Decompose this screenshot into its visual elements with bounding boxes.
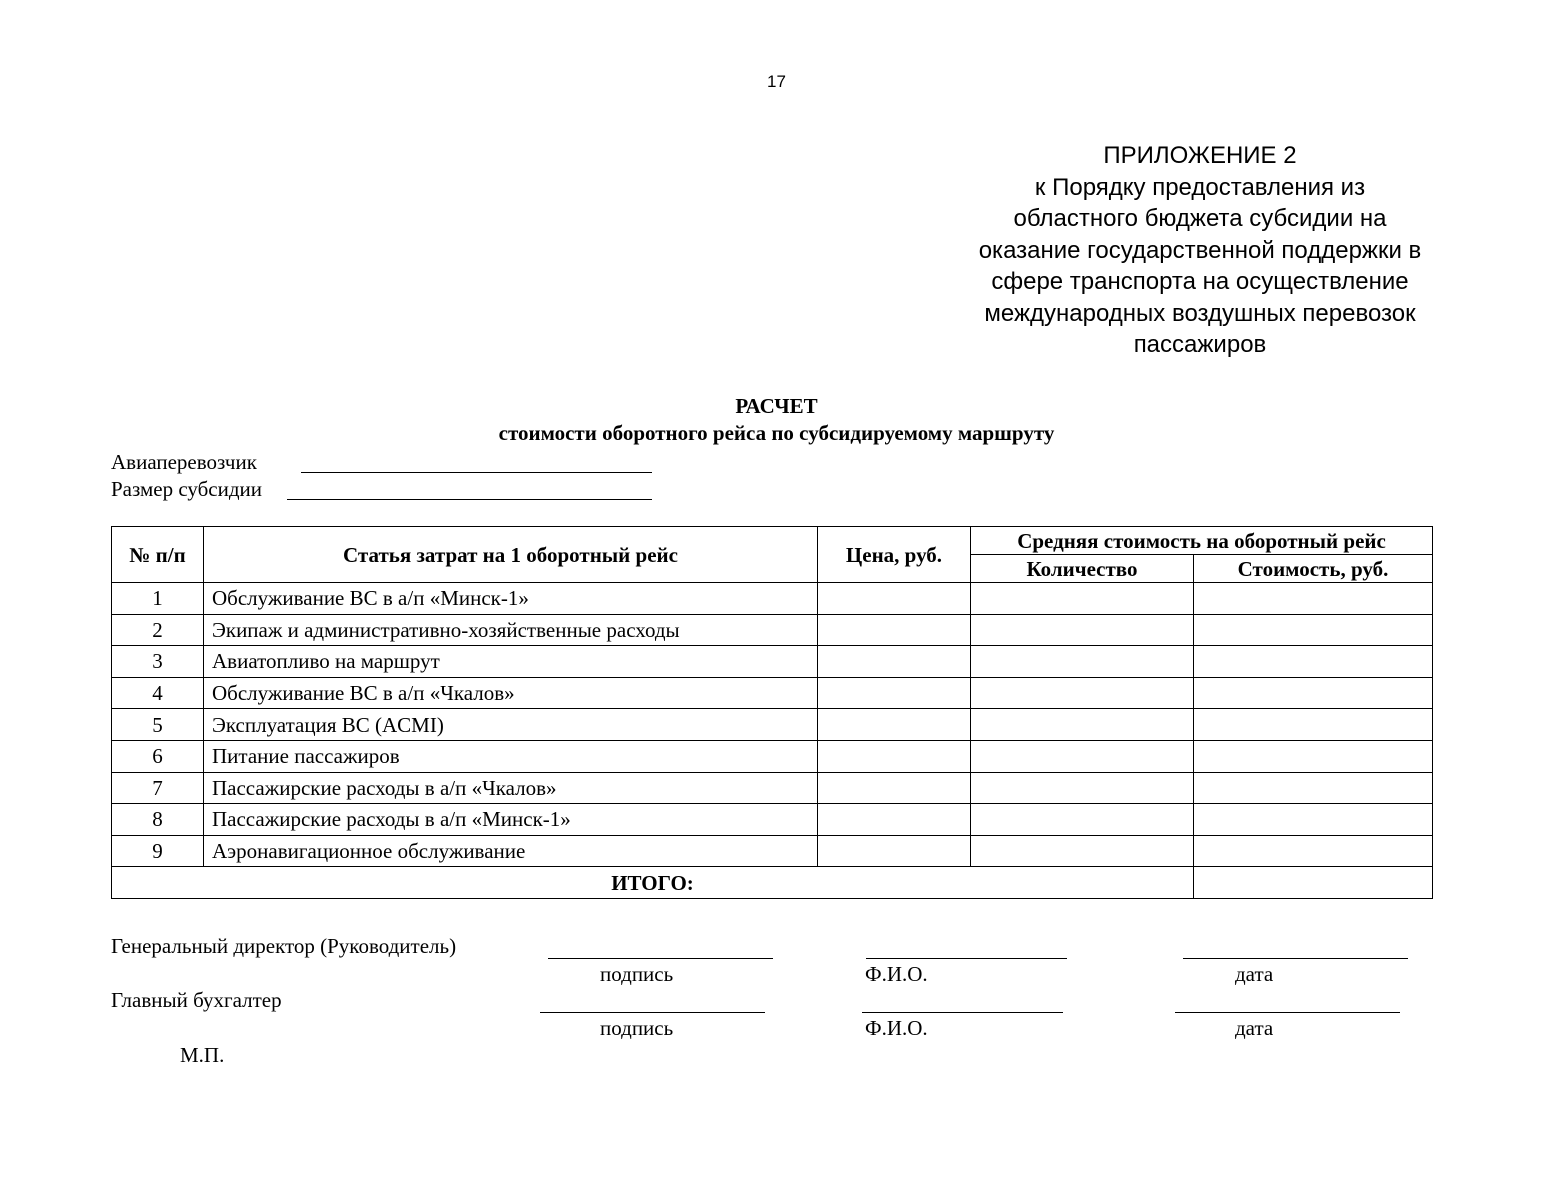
table-row [112, 677, 1433, 709]
appendix-line: ПРИЛОЖЕНИЕ 2 [1103, 142, 1297, 169]
title-main: РАСЧЕТ [735, 394, 818, 418]
row-price-cell[interactable] [818, 804, 971, 836]
row-item: Питание пассажиров [204, 740, 818, 772]
appendix-line: пассажиров [1133, 331, 1267, 358]
director-signature-line[interactable] [548, 958, 773, 959]
total-row [112, 867, 1433, 899]
header-avg-cost: Средняя стоимость на оборотный рейс [971, 527, 1433, 555]
table-row [112, 772, 1433, 804]
row-num: 7 [112, 772, 204, 804]
document-title [0, 393, 1553, 447]
row-cost-cell[interactable] [1194, 709, 1433, 741]
accountant-name-line[interactable] [862, 1012, 1063, 1013]
header-quantity: Количество [971, 555, 1194, 583]
row-item: Пассажирские расходы в а/п «Минск-1» [204, 804, 818, 836]
header-num: № п/п [112, 527, 204, 583]
row-item: Авиатопливо на маршрут [204, 646, 818, 678]
row-quantity-cell[interactable] [971, 835, 1194, 867]
row-cost-cell[interactable] [1194, 835, 1433, 867]
table-row [112, 614, 1433, 646]
header-cost: Стоимость, руб. [1194, 555, 1433, 583]
row-item: Экипаж и административно-хозяйственные расходы [204, 614, 818, 646]
row-num: 5 [112, 709, 204, 741]
accountant-signature-line[interactable] [540, 1012, 765, 1013]
row-cost-cell[interactable] [1194, 614, 1433, 646]
name-caption: Ф.И.О. [865, 1016, 928, 1040]
date-caption: дата [1235, 962, 1274, 986]
subsidy-field-label: Размер субсидии [111, 477, 263, 501]
appendix-line: международных воздушных перевозок [984, 299, 1416, 327]
row-price-cell[interactable] [818, 583, 971, 615]
row-quantity-cell[interactable] [971, 709, 1194, 741]
director-label: Генеральный директор (Руководитель) [111, 934, 457, 958]
date-caption: дата [1235, 1016, 1274, 1040]
name-caption: Ф.И.О. [865, 962, 928, 986]
director-name-line[interactable] [866, 958, 1067, 959]
table-row [112, 583, 1433, 615]
subsidy-blank-line[interactable] [287, 499, 652, 500]
total-label: ИТОГО: [112, 867, 1194, 899]
row-item: Аэронавигационное обслуживание [204, 835, 818, 867]
row-num: 3 [112, 646, 204, 678]
row-cost-cell[interactable] [1194, 772, 1433, 804]
accountant-date-line[interactable] [1175, 1012, 1400, 1013]
title-subtitle: стоимости оборотного рейса по субсидируемому маршруту [498, 421, 1055, 445]
row-item: Пассажирские расходы в а/п «Чкалов» [204, 772, 818, 804]
cost-table [111, 526, 1433, 899]
table-row [112, 835, 1433, 867]
row-price-cell[interactable] [818, 614, 971, 646]
row-cost-cell[interactable] [1194, 583, 1433, 615]
row-quantity-cell[interactable] [971, 614, 1194, 646]
row-num: 1 [112, 583, 204, 615]
row-item: Обслуживание ВС в а/п «Чкалов» [204, 677, 818, 709]
table-row [112, 709, 1433, 741]
row-num: 4 [112, 677, 204, 709]
row-num: 9 [112, 835, 204, 867]
row-item: Обслуживание ВС в а/п «Минск-1» [204, 583, 818, 615]
appendix-line: областного бюджета субсидии на [1013, 205, 1387, 232]
appendix-line: сфере транспорта на осуществление [991, 268, 1409, 295]
table-row [112, 646, 1433, 678]
row-quantity-cell[interactable] [971, 740, 1194, 772]
table-row [112, 804, 1433, 836]
row-quantity-cell[interactable] [971, 772, 1194, 804]
table-row [112, 740, 1433, 772]
header-item: Статья затрат на 1 оборотный рейс [204, 527, 818, 583]
row-cost-cell[interactable] [1194, 646, 1433, 678]
row-quantity-cell[interactable] [971, 646, 1194, 678]
row-quantity-cell[interactable] [971, 677, 1194, 709]
header-price: Цена, руб. [818, 527, 971, 583]
appendix-header [945, 140, 1455, 361]
row-price-cell[interactable] [818, 646, 971, 678]
row-num: 6 [112, 740, 204, 772]
row-price-cell[interactable] [818, 772, 971, 804]
page-number: 17 [767, 72, 786, 91]
total-value-cell[interactable] [1194, 867, 1433, 899]
signature-caption: подпись [600, 962, 674, 986]
carrier-field-label: Авиаперевозчик [111, 450, 257, 474]
row-num: 2 [112, 614, 204, 646]
appendix-line: к Порядку предоставления из [1034, 173, 1366, 201]
row-cost-cell[interactable] [1194, 740, 1433, 772]
row-item: Эксплуатация ВС (ACMI) [204, 709, 818, 741]
appendix-line: оказание государственной поддержки в [978, 236, 1422, 264]
row-num: 8 [112, 804, 204, 836]
accountant-label: Главный бухгалтер [111, 988, 282, 1012]
row-quantity-cell[interactable] [971, 804, 1194, 836]
row-quantity-cell[interactable] [971, 583, 1194, 615]
carrier-blank-line[interactable] [301, 472, 652, 473]
row-price-cell[interactable] [818, 740, 971, 772]
stamp-place: М.П. [180, 1043, 225, 1067]
row-cost-cell[interactable] [1194, 804, 1433, 836]
row-cost-cell[interactable] [1194, 677, 1433, 709]
row-price-cell[interactable] [818, 677, 971, 709]
table-header-row [112, 527, 1433, 555]
signature-caption: подпись [600, 1016, 674, 1040]
director-date-line[interactable] [1183, 958, 1408, 959]
row-price-cell[interactable] [818, 709, 971, 741]
row-price-cell[interactable] [818, 835, 971, 867]
